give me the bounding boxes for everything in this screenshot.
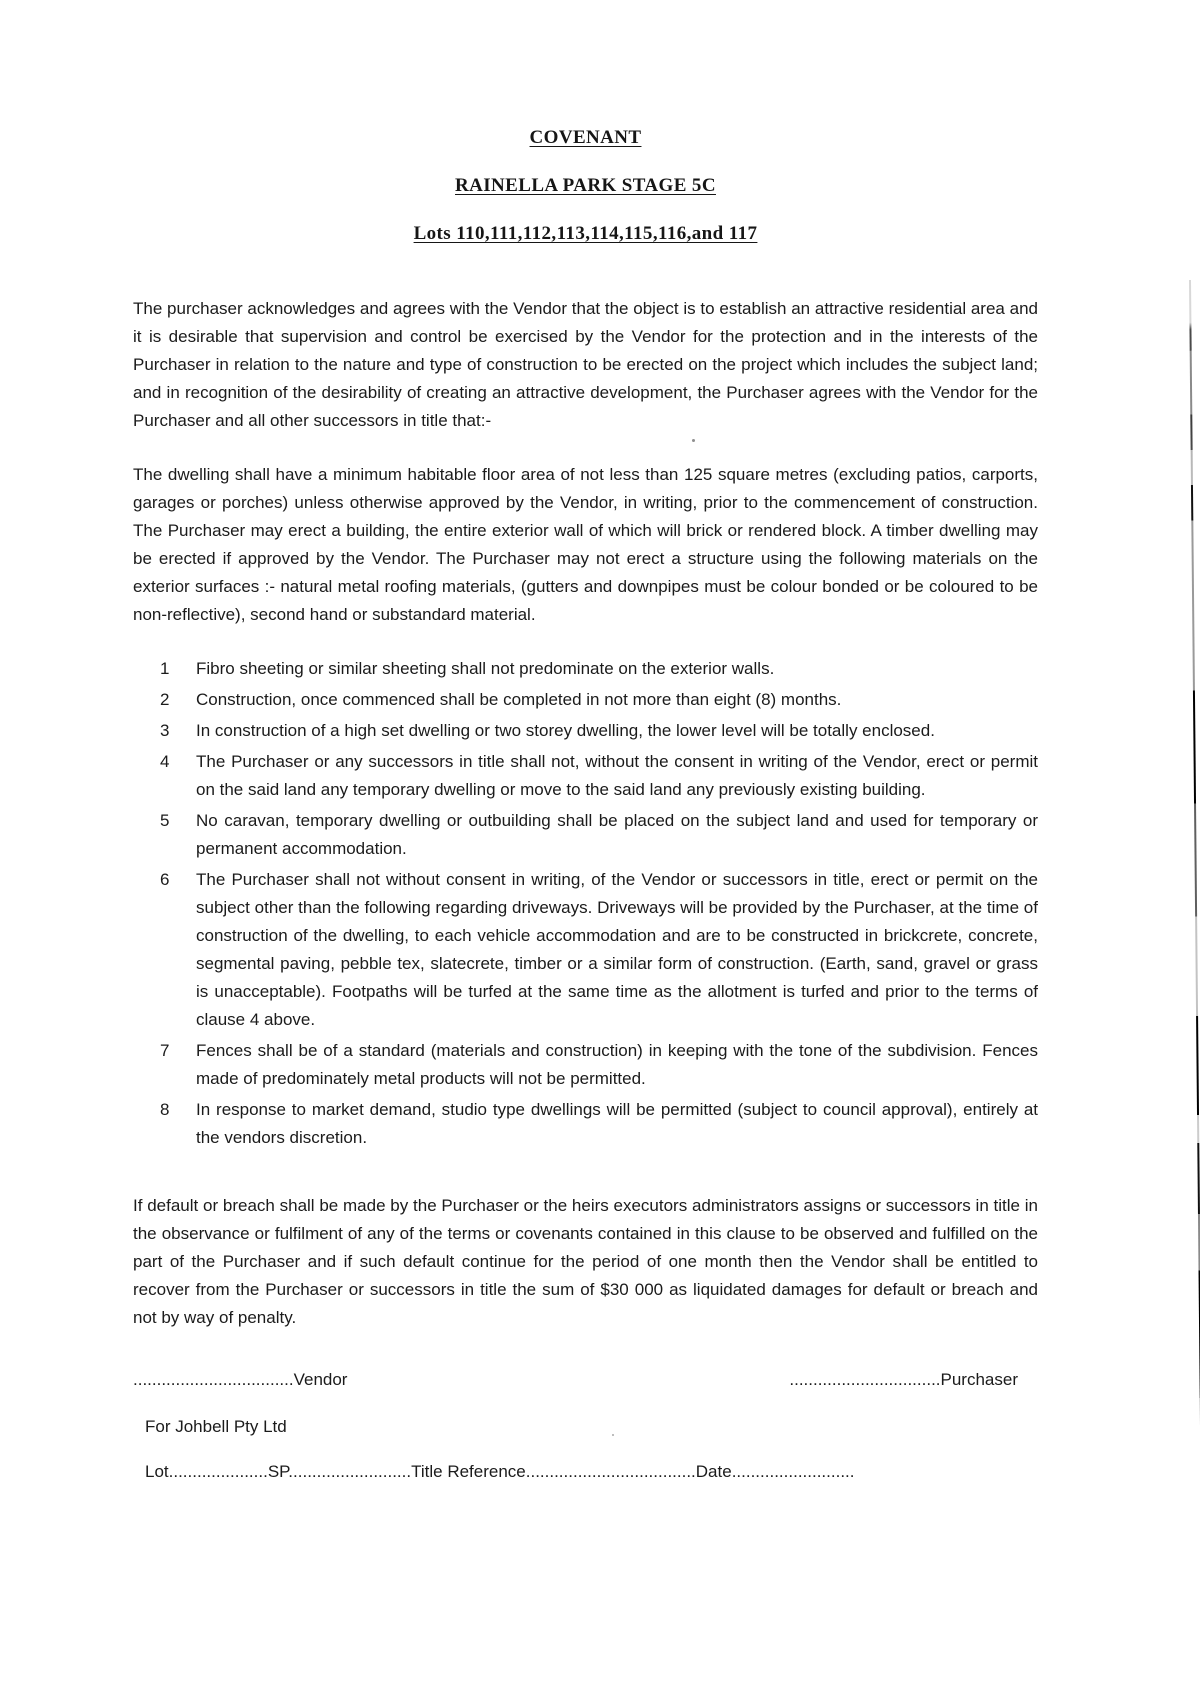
document-subtitle: RAINELLA PARK STAGE 5C bbox=[455, 175, 716, 196]
clause-number: 3 bbox=[160, 721, 170, 740]
clause-number: 7 bbox=[160, 1041, 170, 1060]
scan-artifact-line bbox=[1189, 280, 1200, 1695]
clause-number: 1 bbox=[160, 659, 170, 678]
lots-heading: Lots 110,111,112,113,114,115,116,and 117 bbox=[413, 223, 758, 244]
signature-row bbox=[133, 1369, 1038, 1391]
dwelling-paragraph: The dwelling shall have a minimum habitable floor area of not less than 125 square metres (excluding patios, carports, garages or porches) unless otherwise approved by the Vendor, in writing, prior to the commencement of construction. The Purchaser may erect a building, the entire exterior wall of which will brick or rendered block. A timber dwelling may be erected if approved by the Vendor. The Purchaser may not erect a structure using the following materials on the exterior surfaces :- natural metal roofing materials, (gutters and downpipes must be colour bonded or be coloured to be non-reflective), second hand or substandard material. bbox=[133, 465, 1038, 624]
clause-text: In construction of a high set dwelling or two storey dwelling, the lower level will be totally enclosed. bbox=[196, 721, 935, 740]
clause-item-3 bbox=[133, 717, 1038, 745]
purchaser-signature-line: ................................Purchaser bbox=[789, 1370, 1018, 1389]
clause-text: The Purchaser shall not without consent in writing, of the Vendor or successors in title, erect or permit on the subject other than the following regarding driveways. Driveways will be provided by the Purchaser, at the time of construction of the dwelling, to each vehicle accommodation and are to be constructed in brickcrete, concrete, segmental paving, pebble tex, slatecrete, timber or a similar form of construction. (Earth, sand, gravel or grass is unacceptable). Footpaths will be turfed at the same time as the allotment is turfed and prior to the terms of clause 4 above. bbox=[196, 870, 1038, 1029]
clause-text: In response to market demand, studio type dwellings will be permitted (subject to council approval), entirely at the vendors discretion. bbox=[196, 1100, 1038, 1147]
clause-text: Construction, once commenced shall be completed in not more than eight (8) months. bbox=[196, 690, 842, 709]
default-clause-paragraph: If default or breach shall be made by the Purchaser or the heirs executors administrators assigns or successors in title in the observance or fulfilment of any of the terms or covenants contained in this clause to be observed and fulfilled on the part of the Purchaser and if such default continue for the period of one month then the Vendor shall be entitled to recover from the Purchaser or successors in title the sum of $30 000 as liquidated damages for default or breach and not by way of penalty. bbox=[133, 1196, 1038, 1327]
clause-item-2 bbox=[133, 686, 1038, 714]
clause-item-8 bbox=[133, 1096, 1038, 1152]
clause-number: 2 bbox=[160, 690, 170, 709]
clause-text: Fences shall be of a standard (materials and construction) in keeping with the tone of the subdivision. Fences made of predominately metal products will not be permitted. bbox=[196, 1041, 1038, 1088]
clause-item-1 bbox=[133, 655, 1038, 683]
clause-text: No caravan, temporary dwelling or outbuilding shall be placed on the subject land and used for temporary or permanent accommodation. bbox=[196, 811, 1038, 858]
clause-text: Fibro sheeting or similar sheeting shall not predominate on the exterior walls. bbox=[196, 659, 775, 678]
clause-number: 6 bbox=[160, 870, 170, 889]
document-content bbox=[133, 0, 1038, 1483]
clause-item-5 bbox=[133, 807, 1038, 863]
clause-text: The Purchaser or any successors in title shall not, without the consent in writing of the Vendor, erect or permit on the said land any temporary dwelling or move to the said land any previously existing building. bbox=[196, 752, 1038, 799]
document-title: COVENANT bbox=[529, 127, 642, 148]
clause-item-4 bbox=[133, 748, 1038, 804]
clause-number: 8 bbox=[160, 1100, 170, 1119]
intro-paragraph: The purchaser acknowledges and agrees with the Vendor that the object is to establish an attractive residential area and it is desirable that supervision and control be exercised by the Vendor for the protection and in the interests of the Purchaser in relation to the nature and type of construction to be erected on the project which includes the subject land; and in recognition of the desirability of creating an attractive development, the Purchaser agrees with the Vendor for the Purchaser and all other successors in title that:- bbox=[133, 299, 1038, 430]
lot-reference-line: Lot.....................SP..........................Title Reference....................................Date.......................... bbox=[145, 1462, 855, 1481]
clause-number: 5 bbox=[160, 811, 170, 830]
clause-list bbox=[133, 655, 1038, 1152]
scan-artifact-dot bbox=[612, 1434, 614, 1436]
clause-item-6 bbox=[133, 866, 1038, 1034]
vendor-signature-line: ..................................Vendor bbox=[133, 1370, 348, 1389]
clause-number: 4 bbox=[160, 752, 170, 771]
vendor-company-line: For Johbell Pty Ltd bbox=[145, 1417, 287, 1436]
clause-item-7 bbox=[133, 1037, 1038, 1093]
scan-artifact-dot bbox=[692, 439, 695, 442]
